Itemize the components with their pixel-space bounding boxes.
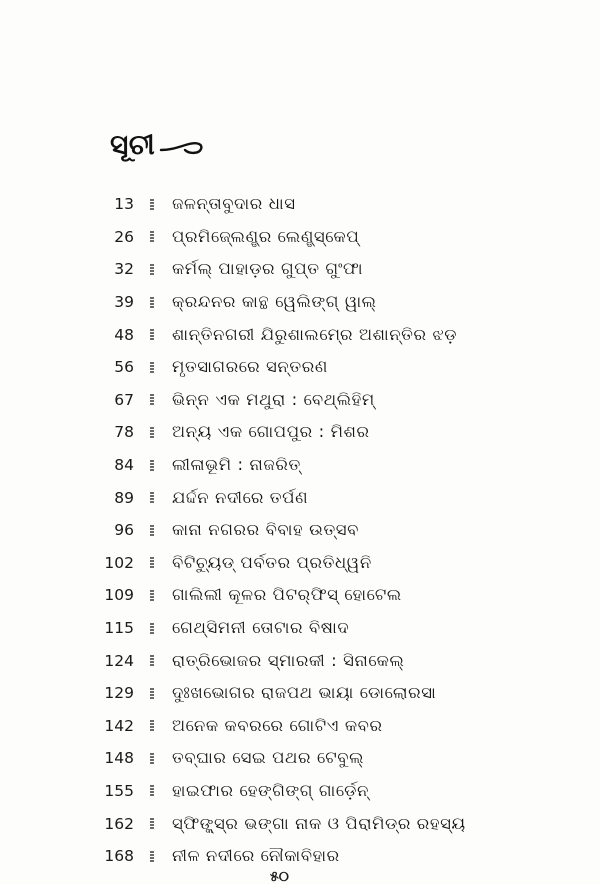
toc-title: ମୃତସାଗରରେ ସନ୍ତରଣ	[172, 357, 328, 377]
toc-separator-mark	[150, 394, 154, 405]
toc-separator-mark	[150, 199, 154, 210]
toc-entry	[0, 416, 600, 449]
toc-page-number: 39	[114, 293, 134, 312]
toc-entry	[0, 253, 600, 286]
contents-heading	[110, 128, 207, 162]
toc-separator-mark	[150, 851, 154, 862]
toc-title: ଯର୍ଦ୍ଦନ ନଦୀରେ ତର୍ପଣ	[172, 487, 309, 507]
toc-entry	[0, 579, 600, 612]
toc-entry	[0, 286, 600, 319]
toc-separator-mark	[150, 655, 154, 666]
toc-entry	[0, 351, 600, 384]
toc-separator-mark	[150, 818, 154, 829]
toc-entry	[0, 188, 600, 221]
toc-page-number: 67	[114, 390, 134, 409]
toc-page-number: 142	[104, 716, 134, 735]
toc-page-number: 26	[114, 227, 134, 246]
toc-separator-mark	[150, 362, 154, 373]
toc-title: ପ୍ରମିଜ୍‍ଲେଣ୍ଡ୍‍ର ଲେଣ୍ଡ୍‍ସ୍କେପ୍	[172, 226, 360, 246]
toc-separator-mark	[150, 329, 154, 340]
toc-separator-mark	[150, 492, 154, 503]
toc-entry	[0, 612, 600, 645]
toc-separator-mark	[150, 688, 154, 699]
toc-separator-mark	[150, 785, 154, 796]
toc-page-number: 102	[104, 553, 134, 572]
toc-entry	[0, 514, 600, 547]
toc-title: ଶାନ୍ତିନଗରୀ ଯିରୁଶାଲମ୍‍ରେ ଅଶାନ୍ତିର ଝଡ଼	[172, 324, 458, 344]
toc-page-number: 89	[114, 488, 134, 507]
page-folio: ୫୦	[270, 869, 289, 885]
toc-entry	[0, 807, 600, 840]
toc-page-number: 162	[104, 814, 134, 833]
toc-title: ସ୍ଫିଙ୍କ୍‍ସ୍‍ର ଭଙ୍ଗା ନାକ ଓ ପିରାମିଡ୍‍ର ରହସ୍ୟ	[172, 813, 466, 833]
toc-page-number: 148	[104, 749, 134, 768]
table-of-contents	[0, 188, 600, 872]
toc-title: କ୍ରନ୍ଦନର କାନ୍ଥ ୱେଲିଙ୍ଗ୍ ୱାଲ୍	[172, 292, 377, 312]
toc-title: ଗାଲିଲୀ କୂଳର ପିଟର୍‍ଫିସ୍ ହୋଟେଲ	[172, 585, 402, 605]
toc-entry	[0, 677, 600, 710]
toc-page-number: 13	[114, 195, 134, 214]
toc-title: ବିଟିଚ୍ୟୁଡ୍ ପର୍ବତର ପ୍ରତିଧ୍ୱନି	[172, 552, 372, 572]
toc-title: ଗେଥ୍‍ସିମନୀ ତୋଟାର ବିଷାଦ	[172, 618, 350, 638]
toc-page-number: 48	[114, 325, 134, 344]
toc-title: ନୀଳ ନଦୀରେ ନୌକାବିହାର	[172, 846, 340, 866]
toc-page-number: 78	[114, 423, 134, 442]
toc-entry	[0, 710, 600, 743]
toc-separator-mark	[150, 557, 154, 568]
toc-page-number: 129	[104, 684, 134, 703]
toc-title: ହାଇଫାର ହେଙ୍ଗିଙ୍ଗ୍ ଗାର୍ଡ଼େନ୍	[172, 780, 369, 800]
toc-title: ଦୁଃଖଭୋଗର ରାଜପଥ ଭାୟା ଡୋଲୋରସା	[172, 683, 437, 703]
toc-page-number: 115	[104, 619, 134, 638]
toc-title: ଲୀଳାଭୂମି : ନାଜରିତ୍	[172, 455, 301, 475]
toc-page-number: 56	[114, 358, 134, 377]
toc-title: ଅନେକ କବରରେ ଗୋଟିଏ କବର	[172, 715, 383, 735]
toc-page-number: 96	[114, 521, 134, 540]
toc-entry	[0, 384, 600, 417]
toc-separator-mark	[150, 427, 154, 438]
toc-page-number: 168	[104, 847, 134, 866]
toc-entry	[0, 775, 600, 808]
toc-entry	[0, 840, 600, 873]
toc-entry	[0, 547, 600, 580]
toc-page-number: 124	[104, 651, 134, 670]
toc-page-number: 155	[104, 781, 134, 800]
toc-separator-mark	[150, 525, 154, 536]
toc-page-number: 32	[114, 260, 134, 279]
contents-heading-text: ସୂଚୀ	[110, 128, 156, 161]
toc-separator-mark	[150, 753, 154, 764]
toc-entry	[0, 481, 600, 514]
toc-title: ଅନ୍ୟ ଏକ ଗୋପପୁର : ମିଶର	[172, 422, 370, 442]
toc-entry	[0, 742, 600, 775]
toc-page-number: 109	[104, 586, 134, 605]
toc-separator-mark	[150, 720, 154, 731]
toc-title: କାନା ନଗରର ବିବାହ ଉତ୍ସବ	[172, 520, 360, 540]
toc-title: ଭିନ୍ନ ଏକ ମଥୁରା : ବେଥ୍‍ଲିହିମ୍	[172, 389, 375, 409]
toc-page-number: 84	[114, 456, 134, 475]
toc-separator-mark	[150, 590, 154, 601]
toc-entry	[0, 644, 600, 677]
toc-separator-mark	[150, 231, 154, 242]
toc-title: ରାତ୍ରିଭୋଜର ସ୍ମାରକୀ : ସିନାକେଲ୍	[172, 650, 405, 670]
toc-separator-mark	[150, 623, 154, 634]
toc-title: ତବ୍‍ଘାର ସେଇ ପଥର ଟେବୁଲ୍	[172, 748, 365, 768]
toc-entry	[0, 449, 600, 482]
toc-separator-mark	[150, 460, 154, 471]
toc-title: ଜଳନ୍ତାବୁଦାର ଧାସ	[172, 194, 296, 214]
toc-title: କର୍ମଲ୍ ପାହାଡ଼ର ଗୁପ୍ତ ଗୁଂଫା	[172, 259, 364, 279]
toc-entry	[0, 318, 600, 351]
heading-flourish-icon	[159, 136, 207, 160]
toc-entry	[0, 221, 600, 254]
toc-separator-mark	[150, 297, 154, 308]
toc-separator-mark	[150, 264, 154, 275]
